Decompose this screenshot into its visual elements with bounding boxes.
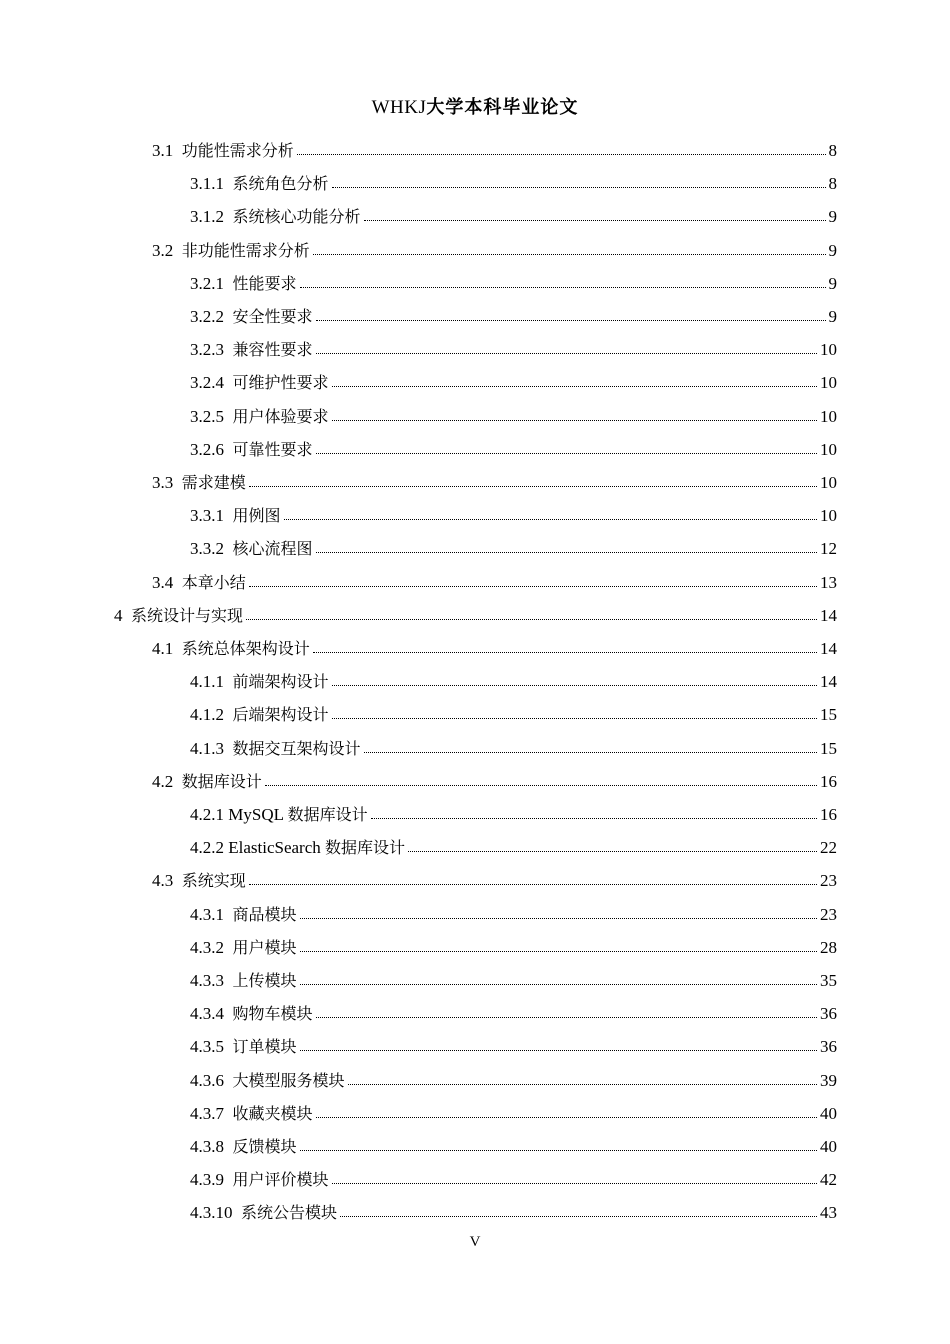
toc-entry-page: 28 <box>820 937 837 957</box>
toc-dot-leader <box>364 752 817 753</box>
toc-entry[interactable] <box>190 1064 837 1097</box>
toc-entry[interactable] <box>190 1196 837 1229</box>
toc-entry-page: 43 <box>820 1203 837 1223</box>
toc-entry-title: 订单模块 <box>232 1037 297 1057</box>
toc-entry-page: 10 <box>820 373 837 393</box>
toc-entry-title: 系统设计与实现 <box>131 605 244 625</box>
toc-entry-page: 14 <box>820 605 837 625</box>
toc-entry-title: 商品模块 <box>232 904 297 924</box>
toc-entry-number: 3.1 <box>152 141 182 160</box>
toc-entry-title: 用例图 <box>232 506 281 526</box>
toc-dot-leader <box>332 718 817 719</box>
toc-entry-page: 10 <box>820 506 837 526</box>
toc-entry[interactable] <box>190 798 837 831</box>
toc-entry-title: 收藏夹模块 <box>232 1103 313 1123</box>
toc-entry-title: 可靠性要求 <box>232 439 313 459</box>
toc-entry[interactable] <box>190 499 837 532</box>
toc-entry-title: 兼容性要求 <box>232 340 313 360</box>
toc-entry-number: 4.3.1 <box>190 904 233 924</box>
toc-entry-number: 4.3.6 <box>190 1070 233 1090</box>
toc-entry-number: 3.1.2 <box>190 207 233 227</box>
toc-entry-number: 4.3.5 <box>190 1037 233 1057</box>
toc-entry[interactable] <box>190 1130 837 1163</box>
toc-entry-page: 14 <box>820 672 837 692</box>
toc-entry[interactable] <box>152 466 837 499</box>
toc-entry-page: 16 <box>820 805 837 824</box>
toc-entry-title: 核心流程图 <box>232 539 313 559</box>
toc-entry[interactable] <box>190 267 837 300</box>
toc-entry-page: 36 <box>820 1037 837 1057</box>
toc-entry[interactable] <box>114 599 837 632</box>
toc-entry-title: 用户体验要求 <box>232 406 329 426</box>
toc-entry-title: 购物车模块 <box>232 1004 313 1024</box>
toc-entry[interactable] <box>190 964 837 997</box>
toc-entry-page: 16 <box>820 771 837 791</box>
toc-entry-page: 15 <box>820 705 837 725</box>
toc-entry-number: 3.2.1 <box>190 273 233 293</box>
toc-entry-page: 39 <box>820 1070 837 1090</box>
toc-entry[interactable] <box>152 632 837 665</box>
toc-entry[interactable] <box>190 898 837 931</box>
toc-entry-page: 13 <box>820 572 837 592</box>
toc-entry[interactable] <box>190 366 837 399</box>
toc-entry-title: 需求建模 <box>181 473 246 492</box>
toc-entry-page: 10 <box>820 439 837 459</box>
toc-dot-leader <box>316 320 826 321</box>
toc-dot-leader <box>265 785 817 786</box>
toc-entry[interactable] <box>152 234 837 267</box>
toc-entry[interactable] <box>190 1030 837 1063</box>
toc-entry-number: 4.2 <box>152 771 182 791</box>
toc-entry-page: 10 <box>820 473 837 492</box>
toc-entry[interactable] <box>190 831 837 864</box>
toc-entry-page: 8 <box>828 174 837 194</box>
toc-dot-leader <box>246 619 817 620</box>
toc-entry-page: 9 <box>828 240 837 260</box>
toc-entry-title: 功能性需求分析 <box>181 141 294 160</box>
toc-entry-title: 数据库设计 <box>287 805 368 824</box>
toc-entry-number: 3.2.2 <box>190 307 233 326</box>
toc-entry-title: 系统总体架构设计 <box>181 639 310 658</box>
toc-entry-title: 系统核心功能分析 <box>232 207 361 227</box>
toc-entry-page: 9 <box>828 207 837 227</box>
toc-entry-title: 数据交互架构设计 <box>232 738 361 758</box>
toc-entry[interactable] <box>190 167 837 200</box>
toc-dot-leader <box>300 918 817 919</box>
toc-entry-title: 用户模块 <box>232 937 297 957</box>
toc-entry[interactable] <box>190 400 837 433</box>
header-prefix: WHKJ <box>371 97 427 118</box>
toc-entry-number: 4.3.2 <box>190 937 233 957</box>
toc-entry-number: 4.2.2 ElasticSearch <box>190 838 326 858</box>
toc-entry[interactable] <box>190 1163 837 1196</box>
toc-entry-title: 系统实现 <box>181 871 246 891</box>
toc-dot-leader <box>316 552 817 553</box>
toc-entry[interactable] <box>190 698 837 731</box>
toc-entry-number: 4.3.3 <box>190 971 233 990</box>
toc-entry-page: 23 <box>820 904 837 924</box>
toc-entry-number: 3.2.6 <box>190 439 233 459</box>
toc-entry-number: 4.3.7 <box>190 1103 233 1123</box>
toc-entry-number: 3.3 <box>152 473 182 492</box>
toc-dot-leader <box>371 818 817 819</box>
toc-entry-number: 3.2 <box>152 240 182 260</box>
toc-entry-title: 数据库设计 <box>181 771 262 791</box>
toc-entry[interactable] <box>190 931 837 964</box>
toc-entry[interactable] <box>152 134 837 167</box>
toc-entry-title: 性能要求 <box>232 273 297 293</box>
toc-dot-leader <box>348 1084 817 1085</box>
toc-dot-leader <box>249 486 817 487</box>
toc-entry-page: 8 <box>828 141 837 160</box>
toc-entry-number: 4.1 <box>152 639 182 658</box>
toc-dot-leader <box>313 652 817 653</box>
toc-entry-page: 15 <box>820 738 837 758</box>
toc-entry[interactable] <box>190 200 837 233</box>
header-university: 大学本科毕业论文 <box>426 97 579 118</box>
toc-entry-number: 3.4 <box>152 572 182 592</box>
page-header <box>0 93 950 119</box>
toc-entry[interactable] <box>152 765 837 798</box>
toc-entry-number: 4.2.1 MySQL <box>190 805 288 824</box>
page-number: V <box>469 1234 481 1250</box>
toc-entry-title: 数据库设计 <box>325 838 406 858</box>
toc-entry-number: 4 <box>114 605 131 625</box>
toc-dot-leader <box>408 851 817 852</box>
toc-entry[interactable] <box>152 864 837 897</box>
toc-dot-leader <box>332 386 817 387</box>
toc-entry-title: 系统公告模块 <box>241 1203 338 1223</box>
toc-entry[interactable] <box>190 433 837 466</box>
toc-entry-number: 4.3.8 <box>190 1137 233 1156</box>
toc-dot-leader <box>364 220 826 221</box>
toc-entry-page: 23 <box>820 871 837 891</box>
toc-entry-page: 36 <box>820 1004 837 1024</box>
toc-entry-page: 40 <box>820 1137 837 1156</box>
toc-entry-number: 3.2.4 <box>190 373 233 393</box>
toc-entry-number: 4.3 <box>152 871 182 891</box>
toc-entry-page: 14 <box>820 639 837 658</box>
toc-entry[interactable] <box>152 566 837 599</box>
toc-entry-title: 系统角色分析 <box>232 174 329 194</box>
toc-dot-leader <box>316 1117 817 1118</box>
toc-entry-page: 22 <box>820 838 837 858</box>
toc-entry-page: 42 <box>820 1170 837 1190</box>
toc-entry-number: 3.2.5 <box>190 406 233 426</box>
toc-entry-title: 上传模块 <box>232 971 297 990</box>
toc-entry[interactable] <box>190 300 837 333</box>
toc-entry[interactable] <box>190 997 837 1030</box>
toc-entry-number: 4.1.1 <box>190 672 233 692</box>
toc-entry-title: 后端架构设计 <box>232 705 329 725</box>
toc-entry-title: 反馈模块 <box>232 1137 297 1156</box>
toc-entry-title: 前端架构设计 <box>232 672 329 692</box>
toc-dot-leader <box>332 420 817 421</box>
toc-entry-title: 大模型服务模块 <box>232 1070 345 1090</box>
toc-entry[interactable] <box>190 1097 837 1130</box>
toc-entry-page: 12 <box>820 539 837 559</box>
toc-entry-page: 40 <box>820 1103 837 1123</box>
toc-entry-title: 本章小结 <box>181 572 246 592</box>
toc-entry-number: 3.2.3 <box>190 340 233 360</box>
toc-dot-leader <box>300 1150 817 1151</box>
toc-entry[interactable] <box>190 665 837 698</box>
toc-entry-number: 3.3.2 <box>190 539 233 559</box>
toc-entry-page: 9 <box>828 307 837 326</box>
toc-dot-leader <box>316 1017 817 1018</box>
toc-entry[interactable] <box>190 532 837 565</box>
toc-entry-number: 3.3.1 <box>190 506 233 526</box>
toc-entry-page: 35 <box>820 971 837 990</box>
toc-dot-leader <box>340 1216 817 1217</box>
toc-entry-title: 用户评价模块 <box>232 1170 329 1190</box>
toc-entry-number: 4.3.4 <box>190 1004 233 1024</box>
toc-dot-leader <box>313 254 826 255</box>
toc-dot-leader <box>284 519 817 520</box>
toc-dot-leader <box>332 685 817 686</box>
toc-dot-leader <box>316 453 817 454</box>
toc-entry-title: 可维护性要求 <box>232 373 329 393</box>
toc-dot-leader <box>300 984 817 985</box>
toc-entry-page: 10 <box>820 340 837 360</box>
toc-dot-leader <box>332 1183 817 1184</box>
toc-dot-leader <box>249 884 817 885</box>
toc-entry-page: 9 <box>828 273 837 293</box>
toc-dot-leader <box>300 1050 817 1051</box>
toc-entry-number: 4.1.3 <box>190 738 233 758</box>
toc-entry-number: 3.1.1 <box>190 174 233 194</box>
toc-dot-leader <box>297 154 826 155</box>
toc-entry-title: 非功能性需求分析 <box>181 240 310 260</box>
toc-dot-leader <box>249 586 817 587</box>
toc-entry-number: 4.1.2 <box>190 705 233 725</box>
toc-entry-page: 10 <box>820 406 837 426</box>
toc-entry-title: 安全性要求 <box>232 307 313 326</box>
toc-entry[interactable] <box>190 732 837 765</box>
toc-dot-leader <box>316 353 817 354</box>
toc-entry-number: 4.3.10 <box>190 1203 241 1223</box>
toc-entry[interactable] <box>190 333 837 366</box>
toc-entry-number: 4.3.9 <box>190 1170 233 1190</box>
toc-dot-leader <box>332 187 826 188</box>
toc-dot-leader <box>300 287 826 288</box>
toc-dot-leader <box>300 951 817 952</box>
